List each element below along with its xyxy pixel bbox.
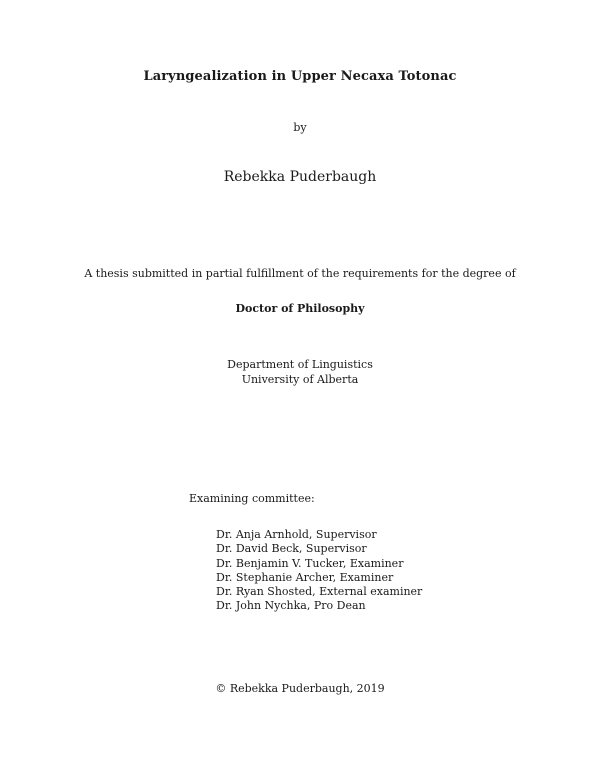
degree-name: Doctor of Philosophy xyxy=(235,302,365,315)
committee-member: Dr. Benjamin V. Tucker, Examiner xyxy=(216,556,404,570)
committee-member: Dr. Ryan Shosted, External examiner xyxy=(216,585,423,599)
department-name: Department of Linguistics xyxy=(227,358,373,371)
copyright-notice: © Rebekka Puderbaugh, 2019 xyxy=(215,682,385,695)
committee-member: Dr. Stephanie Archer, Examiner xyxy=(216,570,394,584)
author-name: Rebekka Puderbaugh xyxy=(223,169,377,185)
thesis-title: Laryngealization in Upper Necaxa Totonac xyxy=(143,69,457,84)
university-name: University of Alberta xyxy=(241,373,359,386)
committee-member: Dr. David Beck, Supervisor xyxy=(216,542,367,556)
by-line: by xyxy=(293,121,307,134)
degree-statement: A thesis submitted in partial fulfillment of the requirements for the degree of xyxy=(84,267,516,280)
committee-heading: Examining committee: xyxy=(189,492,315,505)
committee-member: Dr. John Nychka, Pro Dean xyxy=(216,599,366,613)
committee-member: Dr. Anja Arnhold, Supervisor xyxy=(216,528,377,541)
committee-list xyxy=(216,528,422,614)
affiliation-block xyxy=(0,357,600,387)
